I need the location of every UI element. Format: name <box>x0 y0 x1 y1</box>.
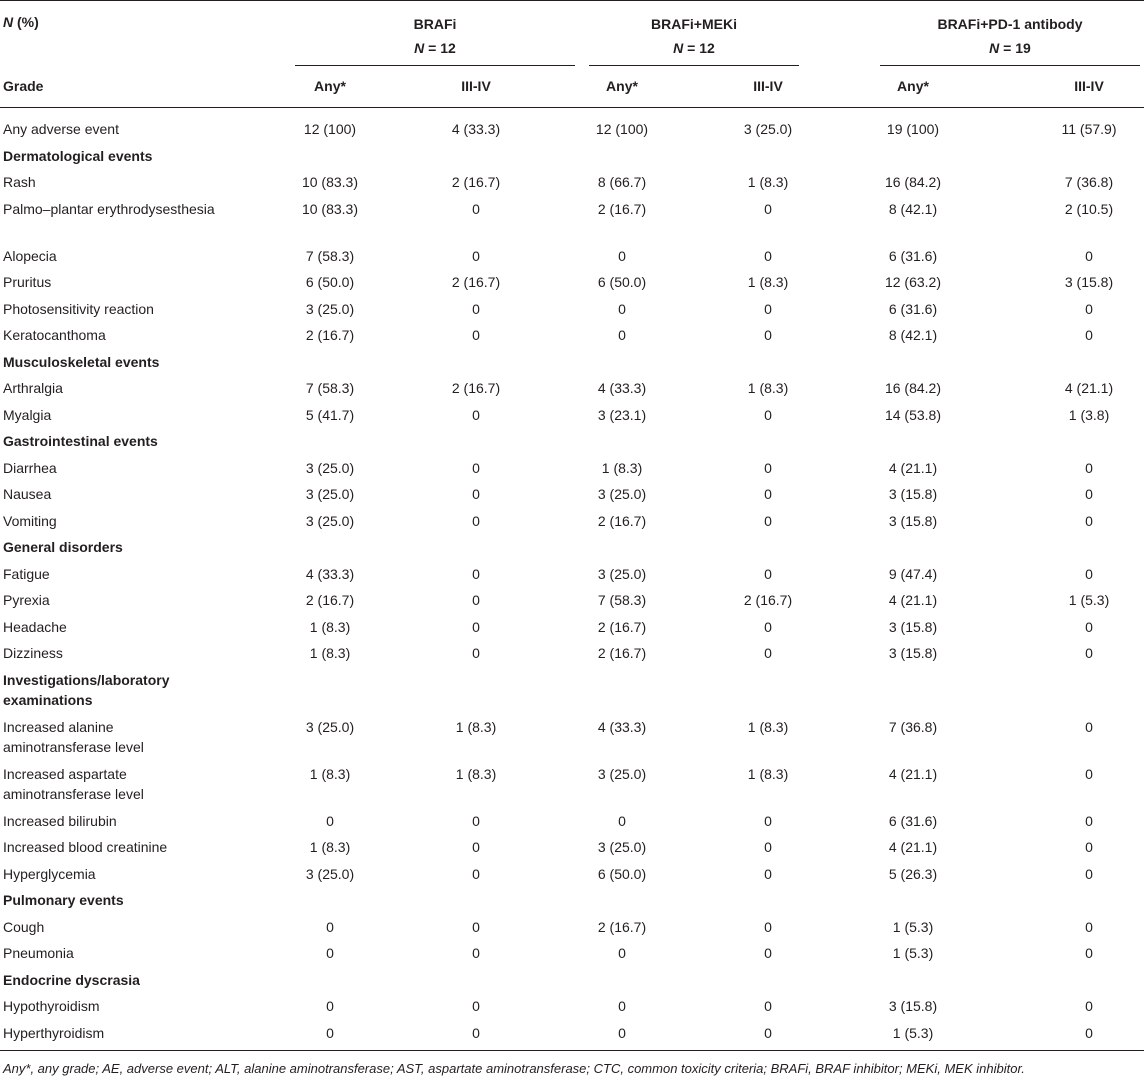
group-name-braf-pd1: BRAFi+PD-1 antibody <box>937 16 1083 32</box>
row-label: Rash <box>3 174 36 190</box>
table-cell: 0 <box>764 486 772 502</box>
category-heading: Pulmonary events <box>3 892 124 908</box>
category-heading: Endocrine dyscrasia <box>3 971 140 988</box>
table-cell: 1 (5.3) <box>892 1024 934 1041</box>
row-label: Diarrhea <box>3 459 57 476</box>
table-cell: 0 <box>1085 459 1093 476</box>
table-cell: 0 <box>472 486 480 502</box>
row-label: Nausea <box>3 486 52 502</box>
table-cell: 1 (8.3) <box>747 380 789 396</box>
table-cell: 1 (8.3) <box>309 765 351 782</box>
table-footnote: Any*, any grade; AE, adverse event; ALT, alanine aminotransferase; AST, aspartate aminotransferase; CTC, common toxicity criteria; BRAFi, BRAF inhibitor; MEKi, MEK inhibitor. <box>3 1061 1025 1076</box>
table-cell: 19 (100) <box>886 121 940 137</box>
table-cell: 3 (25.0) <box>305 718 355 735</box>
n-value: 12 <box>440 40 456 56</box>
table-cell: 3 (15.8) <box>888 486 938 502</box>
table-cell: 4 (33.3) <box>451 121 501 137</box>
n-value: 12 <box>699 40 715 56</box>
table-cell: 0 <box>764 945 772 961</box>
table-cell: 1 (5.3) <box>892 945 934 961</box>
table-cell: 0 <box>1085 300 1093 317</box>
table-cell: 0 <box>764 300 772 317</box>
n-value: 19 <box>1015 40 1031 56</box>
row-label: Photosensitivity reaction <box>3 300 154 317</box>
table-cell: 0 <box>472 247 480 264</box>
row-label: Keratocanthoma <box>3 327 106 343</box>
table-cell: 0 <box>1085 565 1093 582</box>
table-cell: 1 (8.3) <box>309 645 351 661</box>
category-heading: Musculoskeletal events <box>3 353 160 370</box>
table-cell: 0 <box>1085 918 1093 935</box>
col-braf-mek-severe: III-IV <box>753 78 783 94</box>
table-cell: 1 (8.3) <box>309 839 351 855</box>
table-cell: 0 <box>472 865 480 882</box>
stub-header <box>3 12 39 32</box>
row-label: Increased blood creatinine <box>3 839 168 855</box>
table-cell: 0 <box>472 406 480 423</box>
table-cell: 4 (21.1) <box>888 459 938 476</box>
table-cell: 12 (100) <box>303 121 357 137</box>
category-heading: Investigations/laboratory examinations <box>3 671 170 708</box>
table-cell: 0 <box>472 327 480 343</box>
row-label: Hypothyroidism <box>3 998 100 1014</box>
table-cell: 16 (84.2) <box>884 174 942 190</box>
table-cell: 0 <box>764 645 772 661</box>
table-cell: 0 <box>764 865 772 882</box>
col-braf-mek-any: Any* <box>606 78 638 94</box>
row-label: Fatigue <box>3 565 50 582</box>
table-cell: 0 <box>1085 1024 1093 1041</box>
group-name-braf: BRAFi <box>413 16 457 32</box>
n-symbol: N <box>414 40 425 56</box>
table-cell: 1 (5.3) <box>1068 592 1110 608</box>
table-cell: 2 (16.7) <box>597 618 647 635</box>
table-cell: 3 (25.0) <box>305 865 355 882</box>
group-name-braf-mek: BRAFi+MEKi <box>651 16 737 32</box>
table-cell: 0 <box>1085 998 1093 1014</box>
stub-n: N <box>3 14 14 30</box>
header-rule <box>0 107 1144 108</box>
table-cell: 1 (8.3) <box>601 459 643 476</box>
group-rule-braf-pd1 <box>880 65 1140 66</box>
row-label: Arthralgia <box>3 380 63 396</box>
group-rule-braf-mek <box>589 65 799 66</box>
table-cell: 12 (63.2) <box>884 274 942 290</box>
row-label: Hyperglycemia <box>3 865 96 882</box>
row-label: Cough <box>3 918 45 935</box>
table-cell: 2 (16.7) <box>597 200 647 217</box>
table-cell: 8 (42.1) <box>888 327 938 343</box>
table-cell: 4 (21.1) <box>888 592 938 608</box>
table-cell: 1 (8.3) <box>747 274 789 290</box>
row-label: Any adverse event <box>3 121 119 137</box>
table-cell: 0 <box>618 1024 626 1041</box>
table-cell: 0 <box>764 1024 772 1041</box>
table-cell: 6 (50.0) <box>597 865 647 882</box>
table-cell: 0 <box>472 839 480 855</box>
table-cell: 1 (3.8) <box>1068 406 1110 423</box>
table-cell: 0 <box>618 998 626 1014</box>
table-cell: 3 (15.8) <box>888 998 938 1014</box>
table-cell: 3 (25.0) <box>305 300 355 317</box>
table-cell: 12 (100) <box>595 121 649 137</box>
table-cell: 2 (16.7) <box>305 327 355 343</box>
row-label: Increased bilirubin <box>3 812 117 829</box>
col-braf-pd1-severe: III-IV <box>1074 78 1104 94</box>
row-label: Vomiting <box>3 512 57 529</box>
table-cell: 0 <box>764 327 772 343</box>
table-cell: 7 (58.3) <box>597 592 647 608</box>
table-cell: 0 <box>1085 839 1093 855</box>
table-cell: 6 (50.0) <box>597 274 647 290</box>
group-n-braf <box>295 38 575 58</box>
table-cell: 0 <box>472 918 480 935</box>
n-separator: = <box>999 40 1016 56</box>
table-cell: 7 (58.3) <box>305 247 355 264</box>
table-cell: 4 (21.1) <box>888 765 938 782</box>
col-braf-any: Any* <box>314 78 346 94</box>
n-symbol: N <box>989 40 1000 56</box>
group-rule-braf <box>295 65 575 66</box>
row-label: Dizziness <box>3 645 63 661</box>
table-cell: 0 <box>472 645 480 661</box>
row-label: Increased aspartate aminotransferase level <box>3 765 144 802</box>
table-cell: 0 <box>472 512 480 529</box>
table-cell: 4 (33.3) <box>305 565 355 582</box>
table-cell: 0 <box>764 406 772 423</box>
table-cell: 6 (31.6) <box>888 812 938 829</box>
table-cell: 0 <box>764 918 772 935</box>
table-cell: 1 (8.3) <box>455 765 497 782</box>
table-cell: 3 (25.0) <box>597 486 647 502</box>
row-label: Headache <box>3 618 67 635</box>
table-cell: 0 <box>764 618 772 635</box>
table-cell: 0 <box>1085 765 1093 782</box>
table-cell: 2 (16.7) <box>743 592 793 608</box>
row-label: Pruritus <box>3 274 52 290</box>
table-cell: 2 (16.7) <box>597 918 647 935</box>
table-cell: 3 (25.0) <box>305 459 355 476</box>
category-heading: General disorders <box>3 539 123 555</box>
group-n-braf-pd1 <box>880 38 1140 58</box>
table-cell: 0 <box>1085 618 1093 635</box>
table-cell: 3 (25.0) <box>597 765 647 782</box>
col-braf-pd1-any: Any* <box>897 78 929 94</box>
table-cell: 11 (57.9) <box>1061 121 1117 137</box>
category-heading: Dermatological events <box>3 147 153 164</box>
row-label: Myalgia <box>3 406 52 423</box>
table-cell: 0 <box>1085 865 1093 882</box>
table-cell: 2 (16.7) <box>597 512 647 529</box>
table-cell: 0 <box>618 247 626 264</box>
table-cell: 3 (25.0) <box>305 486 355 502</box>
table-cell: 0 <box>618 945 626 961</box>
row-label: Alopecia <box>3 247 57 264</box>
table-cell: 0 <box>618 812 626 829</box>
table-cell: 0 <box>764 565 772 582</box>
row-label: Hyperthyroidism <box>3 1024 105 1041</box>
table-cell: 0 <box>1085 247 1093 264</box>
table-cell: 10 (83.3) <box>301 174 359 190</box>
table-cell: 1 (8.3) <box>309 618 351 635</box>
table-cell: 0 <box>472 945 480 961</box>
group-n-braf-mek <box>589 38 799 58</box>
row-label: Pneumonia <box>3 945 74 961</box>
table-cell: 3 (15.8) <box>888 645 938 661</box>
table-cell: 8 (42.1) <box>888 200 938 217</box>
table-cell: 5 (26.3) <box>888 865 938 882</box>
table-cell: 6 (31.6) <box>888 247 938 264</box>
col-braf-severe: III-IV <box>461 78 491 94</box>
table-cell: 5 (41.7) <box>305 406 355 423</box>
table-cell: 2 (10.5) <box>1064 200 1114 217</box>
table-cell: 0 <box>1085 512 1093 529</box>
top-rule <box>0 0 1144 1</box>
table-cell: 1 (8.3) <box>455 718 497 735</box>
table-cell: 0 <box>1085 327 1093 343</box>
table-cell: 0 <box>618 300 626 317</box>
table-cell: 1 (5.3) <box>892 918 934 935</box>
table-cell: 3 (25.0) <box>597 839 647 855</box>
table-cell: 4 (33.3) <box>597 380 647 396</box>
table-cell: 7 (36.8) <box>1064 174 1114 190</box>
table-cell: 4 (21.1) <box>888 839 938 855</box>
stub-percent: (%) <box>17 14 39 30</box>
table-cell: 0 <box>1085 718 1093 735</box>
n-separator: = <box>683 40 700 56</box>
table-cell: 0 <box>472 998 480 1014</box>
table-cell: 0 <box>1085 945 1093 961</box>
table-cell: 2 (16.7) <box>451 380 501 396</box>
table-cell: 7 (36.8) <box>888 718 938 735</box>
table-cell: 2 (16.7) <box>597 645 647 661</box>
table-cell: 2 (16.7) <box>305 592 355 608</box>
table-cell: 3 (15.8) <box>888 618 938 635</box>
table-cell: 3 (15.8) <box>888 512 938 529</box>
table-cell: 0 <box>1085 645 1093 661</box>
table-cell: 6 (50.0) <box>305 274 355 290</box>
table-cell: 0 <box>326 918 334 935</box>
table-cell: 3 (23.1) <box>597 406 647 423</box>
grade-header: Grade <box>3 78 44 94</box>
table-cell: 0 <box>472 812 480 829</box>
table-cell: 0 <box>472 1024 480 1041</box>
table-cell: 0 <box>472 565 480 582</box>
table-cell: 0 <box>1085 486 1093 502</box>
n-separator: = <box>424 40 441 56</box>
table-cell: 2 (16.7) <box>451 274 501 290</box>
table-cell: 3 (25.0) <box>597 565 647 582</box>
table-cell: 0 <box>472 618 480 635</box>
table-cell: 0 <box>326 812 334 829</box>
n-symbol: N <box>673 40 684 56</box>
table-cell: 10 (83.3) <box>301 200 359 217</box>
table-cell: 0 <box>326 945 334 961</box>
category-heading: Gastrointestinal events <box>3 433 158 449</box>
table-cell: 0 <box>472 200 480 217</box>
table-cell: 0 <box>472 592 480 608</box>
table-cell: 7 (58.3) <box>305 380 355 396</box>
table-cell: 0 <box>764 200 772 217</box>
table-cell: 1 (8.3) <box>747 718 789 735</box>
table-cell: 3 (15.8) <box>1064 274 1114 290</box>
table-cell: 0 <box>764 839 772 855</box>
row-label: Palmo–plantar erythrodysesthesia <box>3 200 215 217</box>
table-cell: 0 <box>764 512 772 529</box>
table-cell: 0 <box>1085 812 1093 829</box>
table-cell: 14 (53.8) <box>884 406 942 423</box>
table-cell: 3 (25.0) <box>743 121 793 137</box>
table-cell: 0 <box>764 459 772 476</box>
table-cell: 16 (84.2) <box>884 380 942 396</box>
table-cell: 1 (8.3) <box>747 174 789 190</box>
row-label: Pyrexia <box>3 592 50 608</box>
row-label: Increased alanine aminotransferase level <box>3 718 144 755</box>
table-cell: 8 (66.7) <box>597 174 647 190</box>
table-cell: 0 <box>764 247 772 264</box>
table-cell: 3 (25.0) <box>305 512 355 529</box>
table-cell: 9 (47.4) <box>888 565 938 582</box>
bottom-rule <box>0 1050 1144 1051</box>
table-cell: 2 (16.7) <box>451 174 501 190</box>
table-cell: 0 <box>326 998 334 1014</box>
table-cell: 0 <box>326 1024 334 1041</box>
table-cell: 0 <box>472 459 480 476</box>
table-cell: 4 (33.3) <box>597 718 647 735</box>
table-cell: 0 <box>618 327 626 343</box>
table-cell: 6 (31.6) <box>888 300 938 317</box>
table-cell: 0 <box>764 812 772 829</box>
table-cell: 1 (8.3) <box>747 765 789 782</box>
table-cell: 0 <box>472 300 480 317</box>
table-cell: 4 (21.1) <box>1064 380 1114 396</box>
table-cell: 0 <box>764 998 772 1014</box>
